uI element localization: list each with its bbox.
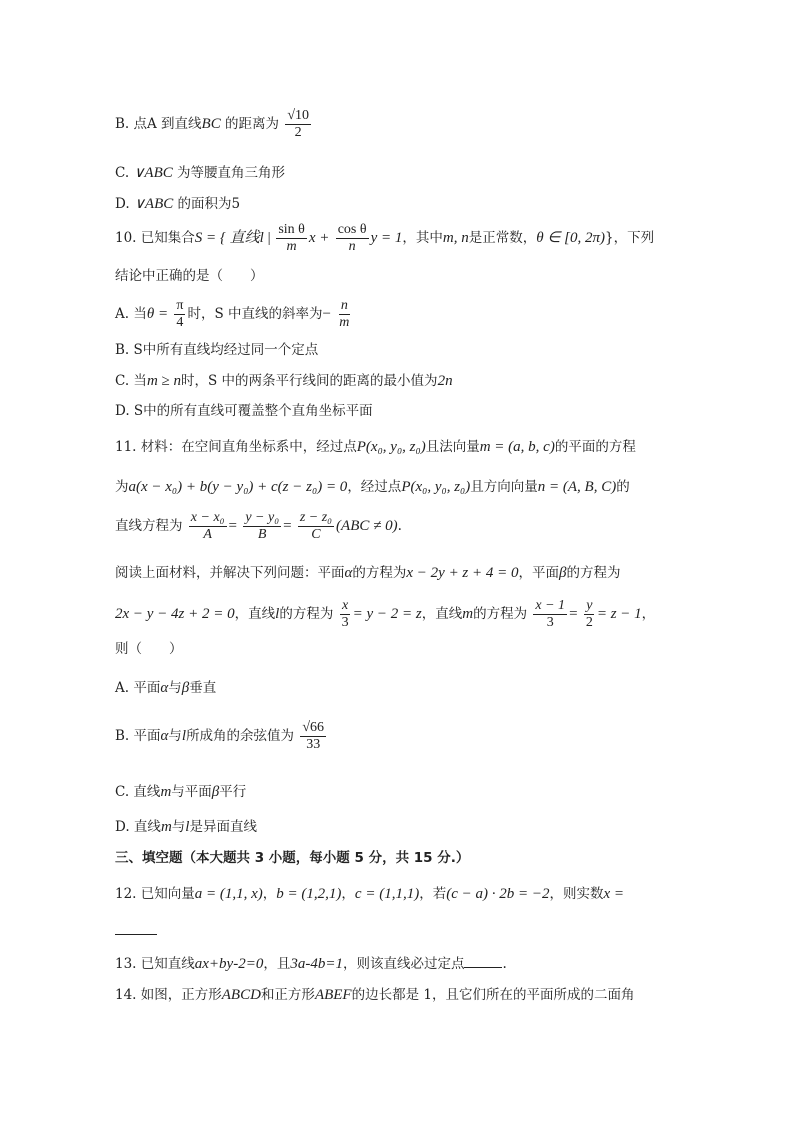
math-expr: = y − 2 = z [352, 606, 422, 623]
option-text: 的距离为 [220, 116, 280, 133]
question-text: 11. 材料：在空间直角坐标系中，经过点 [115, 439, 357, 455]
option-label: A. 平面 [115, 680, 161, 696]
question-11-line2 [115, 478, 630, 498]
option-10d [115, 403, 373, 421]
option-label: B. 点A 到直线 [115, 116, 202, 133]
fraction-numerator: √10 [285, 108, 311, 125]
math-expr: 3a-4b=1 [290, 956, 343, 972]
question-text: ， [341, 886, 355, 902]
question-text: 且法向量 [425, 439, 480, 455]
math-expr: (c − a) · 2b = −2 [446, 886, 550, 902]
fraction-numerator: y [584, 598, 594, 615]
question-text: ， [262, 886, 277, 902]
fraction-numerator: cos θ [336, 222, 369, 239]
question-text: 的边长都是 1，且它们所在的平面所成的二面角 [351, 987, 635, 1003]
question-text: ，其中 [402, 230, 443, 247]
fraction-numerator: π [174, 298, 185, 315]
question-text: 的平面的方程 [554, 439, 636, 455]
fraction [243, 510, 281, 543]
option-text: 平行 [219, 784, 247, 800]
math-expr: m ≥ n [146, 373, 182, 389]
question-10-stem [115, 222, 654, 255]
option-text: D. S中的所有直线可覆盖整个直角坐标平面 [115, 403, 373, 419]
fraction [340, 598, 351, 631]
fraction-numerator: x [340, 598, 350, 615]
fraction-denominator: n [348, 239, 356, 255]
question-text: 12. 已知向量 [115, 886, 195, 902]
option-label: C. 直线 [115, 784, 161, 800]
fraction-denominator: 3 [341, 615, 349, 631]
math-expr: 2x − y − 4z + 2 = 0 [115, 606, 235, 623]
question-11-line5 [115, 598, 655, 631]
math-expr: n = (A, B, C) [537, 479, 617, 495]
math-expr: b = (1,2,1) [276, 886, 342, 902]
fraction [533, 598, 567, 631]
math-expr: ABCD [221, 987, 261, 1003]
fraction [285, 108, 311, 141]
fraction-numerator: n [339, 298, 350, 315]
option-10c [115, 372, 453, 392]
question-10-stem-line2 [115, 268, 264, 286]
fraction [189, 510, 227, 543]
math-expr: 2n [437, 373, 453, 389]
option-9b [115, 108, 313, 141]
math-expr: m, n [442, 230, 469, 247]
option-label: B. 平面 [115, 728, 161, 745]
math-expr: | [263, 230, 275, 247]
fraction [298, 510, 334, 543]
fraction [337, 298, 351, 331]
question-text: 14. 如图，正方形 [115, 987, 222, 1003]
question-text: ，直线 [234, 606, 276, 623]
option-text: 时，S 中的两条平行线间的距离的最小值为 [181, 373, 438, 389]
math-expr: S = { 直线 [194, 230, 260, 247]
option-9d [115, 195, 240, 215]
math-var: β [181, 680, 190, 696]
math-expr: ∨ABC [133, 165, 173, 181]
option-text: 垂直 [189, 680, 217, 696]
question-text: 阅读上面材料，并解决下列问题：平面 [115, 565, 345, 581]
option-9c [115, 164, 285, 184]
question-11-line6 [115, 641, 183, 659]
fraction-denominator: A [203, 527, 212, 543]
fraction [300, 720, 326, 753]
math-var: l [275, 606, 280, 623]
question-text: 是正常数， [468, 230, 537, 247]
fraction-numerator: x − 1 [533, 598, 567, 615]
math-var: l [259, 230, 264, 247]
option-label: C. [115, 165, 134, 181]
option-text: 的面积为5 [173, 196, 241, 212]
answer-blank [115, 922, 157, 935]
math-expr: c = (1,1,1) [354, 886, 420, 902]
option-text: 时，S 中直线的斜率为 [187, 306, 323, 323]
fraction-denominator: 2 [294, 125, 302, 141]
option-text: 所成角的余弦值为 [186, 728, 295, 745]
math-var: β [211, 784, 220, 800]
fraction-denominator: 2 [585, 615, 593, 631]
question-text: ，且 [263, 956, 291, 972]
math-expr: = [569, 606, 578, 623]
question-text: ，经过点 [347, 479, 402, 495]
math-var: α [160, 728, 169, 745]
math-expr: a(x − x₀) + b(y − y₀) + c(z − z₀) = 0 [128, 479, 348, 495]
option-label: A. 当 [115, 306, 147, 323]
question-text: ，则该直线必过定点 [342, 956, 465, 972]
math-var: β [559, 565, 567, 581]
question-11-line1 [115, 438, 636, 458]
math-expr: m = (a, b, c) [479, 439, 555, 455]
fraction-numerator: y − y₀ [243, 510, 281, 527]
fraction [276, 222, 307, 255]
question-13 [115, 955, 507, 975]
question-text: }，下列 [605, 230, 655, 247]
math-expr: P(x₀, y₀, z₀) [401, 479, 471, 495]
fraction [584, 598, 595, 631]
math-expr: P(x₀, y₀, z₀) [356, 439, 426, 455]
math-var: m [462, 606, 474, 623]
question-text: 的方程为 [279, 606, 334, 623]
section-heading: 三、填空题（本大题共 3 小题，每小题 5 分，共 15 分.） [115, 850, 470, 866]
fraction-denominator: 3 [546, 615, 554, 631]
math-expr: a = (1,1, x) [194, 886, 263, 902]
option-11d [115, 818, 257, 838]
question-text: 13. 已知直线 [115, 956, 195, 972]
question-text: 的方程为 [473, 606, 528, 623]
question-text: 则（ ） [115, 641, 183, 657]
question-text: 且方向向量 [470, 479, 538, 495]
fraction-numerator: √66 [300, 720, 326, 737]
fraction-numerator: x − x₀ [189, 510, 227, 527]
fraction [336, 222, 369, 255]
fraction-denominator: m [286, 239, 297, 255]
math-expr: y = 1 [370, 230, 403, 247]
question-text: ，则实数 [549, 886, 604, 902]
question-text: 的 [616, 479, 630, 495]
question-text: . [502, 956, 507, 972]
option-text: B. S中所有直线均经过同一个定点 [115, 342, 319, 358]
math-expr: x − 2y + z + 4 = 0 [406, 565, 519, 581]
math-var: l [181, 728, 187, 745]
option-text: 与平面 [171, 784, 212, 800]
option-text: 与 [168, 680, 182, 696]
math-expr: θ = [146, 306, 169, 323]
math-var: l [185, 819, 190, 835]
option-text: 与 [171, 819, 186, 835]
question-text: 的方程为 [352, 565, 407, 581]
fraction-numerator: sin θ [276, 222, 307, 239]
question-text: . [397, 518, 402, 535]
math-var: m [160, 819, 172, 835]
question-11-line4 [115, 564, 621, 584]
math-var: BC [201, 116, 221, 133]
math-expr: x = [603, 886, 624, 902]
question-text: 结论中正确的是（ ） [115, 268, 264, 284]
question-text: ，平面 [518, 565, 560, 581]
fraction [174, 298, 185, 331]
math-var: α [344, 565, 353, 581]
question-11-line3: 直线方程为 $\frac{\text{x − x₀}}{A}$ = $\frac{\text{y − y₀}}{B}$ = $\frac{\text{z − z₀}}{C}$ (ABC ≠ 0). [115, 510, 402, 543]
math-expr: x + [308, 230, 330, 247]
option-text: 为等腰直角三角形 [172, 165, 286, 181]
question-text: 和正方形 [260, 987, 315, 1003]
fraction-denominator: B [257, 527, 267, 543]
question-text: ，直线 [421, 606, 463, 623]
option-10a [115, 298, 353, 331]
math-expr: (ABC ≠ 0) [336, 518, 398, 535]
answer-blank [464, 955, 502, 968]
math-expr: θ ∈ [0, 2π) [536, 230, 605, 247]
question-text: ，若 [419, 886, 447, 902]
option-label: C. 当 [115, 373, 147, 389]
question-14 [115, 986, 634, 1006]
option-label: D. [115, 196, 134, 212]
math-expr: ∨ABC [133, 196, 174, 212]
math-expr: = z − 1 [596, 606, 642, 623]
option-11c [115, 783, 246, 803]
fraction-denominator: C [311, 527, 321, 543]
question-text: ， [641, 606, 656, 623]
fraction-denominator: 4 [176, 315, 184, 331]
math-expr: − [322, 306, 331, 323]
option-11a [115, 679, 216, 699]
math-var: m [160, 784, 172, 800]
fraction-denominator: m [339, 315, 350, 331]
question-text: 为 [115, 479, 129, 495]
math-var: α [160, 680, 169, 696]
option-text: 与 [168, 728, 182, 745]
question-text: 的方程为 [566, 565, 621, 581]
option-text: 是异面直线 [189, 819, 257, 835]
answer-blank-12 [115, 922, 157, 941]
option-label: D. 直线 [115, 819, 161, 835]
option-11b [115, 720, 328, 753]
question-text: 10. 已知集合 [115, 230, 195, 247]
option-10b [115, 342, 318, 360]
fraction-denominator: 33 [306, 737, 321, 753]
math-expr: ax+by-2=0 [194, 956, 264, 972]
question-text: 直线方程为 [115, 518, 183, 535]
question-12 [115, 885, 624, 905]
fraction-numerator: z − z₀ [298, 510, 334, 527]
math-expr: ABEF [314, 987, 352, 1003]
